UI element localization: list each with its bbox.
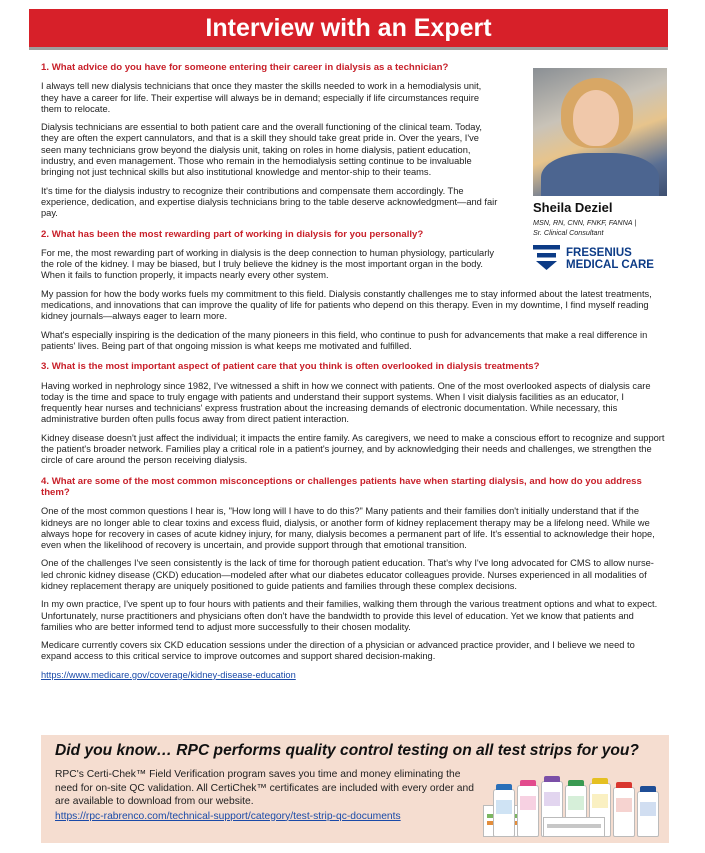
answer-paragraph: One of the challenges I've seen consistently is the lack of time for thorough patient education. That's why I've long advocated for CMS to allow nurse-led chronic kidney disease (CKD) education—modeled after what our diabetes educator colleagues provide. Nurses experienced in all modalities of kidney replacement therapy are uniquely positioned to guide patients and families through these complex decisions. (41, 558, 654, 591)
promo-body: RPC's Certi-Chek™ Field Verification program saves you time and money eliminating the need for on-site QC validation. All CertiChek™ certificates are included with every order and are available to download from our website. https://rpc-rabrenco.com/technical-support/category/test-strip-qc-documents (55, 769, 474, 822)
question-3: 3. What is the most important aspect of patient care that you think is often overlooked in dialysis treatments? (41, 361, 540, 373)
promo-headline: Did you know… RPC performs quality control testing on all test strips for you? (55, 742, 639, 759)
interview-body (41, 62, 666, 688)
question-1: 1. What advice do you have for someone entering their career in dialysis as a technician? (41, 62, 449, 73)
answer-paragraph: Dialysis technicians are essential to both patient care and the overall functioning of the clinical team. Today, they are often the expert cannulators, and that is a skill they should take great pride in. Over the years, I've seen many technicians grow beyond the dialysis unit, taking on roles in home dialysis, patient education, industry, and even management. Those who remain in the hemodialysis setting continue to be invaluable bringing not just technical skills but also institutional knowledge and mentor-ship to their teams. (41, 122, 482, 178)
expert-name: Sheila Deziel (533, 200, 613, 215)
answer-paragraph: Kidney disease doesn't just affect the individual; it impacts the entire family. As caregivers, we need to make a conscious effort to recognize and support the patient's broader network. Families play a critical role in a patient's journey, and by acknowledging their needs and challenges, we strengthen the circle of care around the person receiving dialysis. (41, 432, 665, 466)
answer-paragraph: Medicare currently covers six CKD education sessions under the direction of a physician or advanced practice provider, and I believe we need to expand access to this critical service to improve outcomes and support shared decision-making. (41, 640, 635, 662)
test-strip-products-image (483, 765, 661, 839)
promo-box (41, 735, 669, 843)
answer-paragraph: Having worked in nephrology since 1982, I've witnessed a shift in how we connect with patients. One of the most overlooked aspects of dialysis care today is the time and space to truly engage with patients and understand their support systems. When I visit dialysis facilities as an educator, I frequently hear nurses and technicians' express frustration about the increasing demands of electronic documentation. While necessary, this administrative burden often pulls focus away from direct patient interaction. (41, 380, 651, 425)
expert-title: Sr. Clinical Consultant (533, 228, 604, 237)
answer-paragraph: My passion for how the body works fuels my commitment to this field. Dialysis constantly challenges me to stay informed about the latest treatments, medications, and innovations that can improve the quality of life for patients who depend on this therapy. Even in my downtime, I find myself reading kidney journals—always eager to learn more. (41, 288, 652, 322)
answer-paragraph: One of the most common questions I hear is, "How long will I have to do this?" Many patients and their families don't initially understand that if the kidneys are no longer able to clear toxins and excess fluid, dialysis, or another form of kidney replacement therapy may be a lifelong need. While we always hope for recovery in cases of acute kidney injury, for many, dialysis becomes a permanent part of life. It's essential to acknowledge their hope, even when the likelihood of recovery is uncertain, and provide support through that emotional transition. (41, 506, 655, 551)
question-4: 4. What are some of the most common misconceptions or challenges patients have when starting dialysis, and how do you address them? (41, 475, 642, 498)
answer-paragraph: It's time for the dialysis industry to recognize their contributions and compensate them accordingly. The experience, dedication, and expertise dialysis technicians bring to the table deserve acknowledgment—and fair pay. (41, 185, 498, 219)
medicare-link[interactable]: https://www.medicare.gov/coverage/kidney-disease-education (41, 669, 296, 680)
expert-credentials: MSN, RN, CNN, FNKF, FANNA | (533, 218, 637, 227)
company-name: FRESENIUS MEDICAL CARE (566, 247, 654, 271)
answer-paragraph: In my own practice, I've spent up to four hours with patients and their families, walking them through the various treatment options and what to expect. Unfortunately, nurse practitioners and physicians often don't have the bandwidth to provide this level of education. Yet we know that patients and families who are better informed tend to adjust more successfully to their chosen modality. (41, 599, 658, 632)
answer-paragraph: For me, the most rewarding part of working in dialysis is the deep connection to human physiology, particularly the role of the kidney. I may be biased, but I truly believe the kidney is the most important organ in the body. When it fails to function properly, it impacts nearly every other system. (41, 247, 495, 281)
qc-documents-link[interactable]: https://rpc-rabrenco.com/technical-support/category/test-strip-qc-documents (55, 810, 401, 822)
answer-paragraph: What's especially inspiring is the dedication of the many pioneers in this field, who continue to push for advancements that make a real difference in patients' lives. Being part of that ongoing mission is what keeps me motivated and fulfilled. (41, 329, 648, 351)
answer-paragraph: I always tell new dialysis technicians that once they master the skills needed to work in a hemodialysis unit, they have a career for life. Their expertise will always be in demand; especially if life circumstances require them to relocate. (41, 81, 482, 114)
question-2: 2. What has been the most rewarding part of working in dialysis for you personally? (41, 228, 424, 240)
page-title: Interview with an Expert (29, 9, 668, 50)
